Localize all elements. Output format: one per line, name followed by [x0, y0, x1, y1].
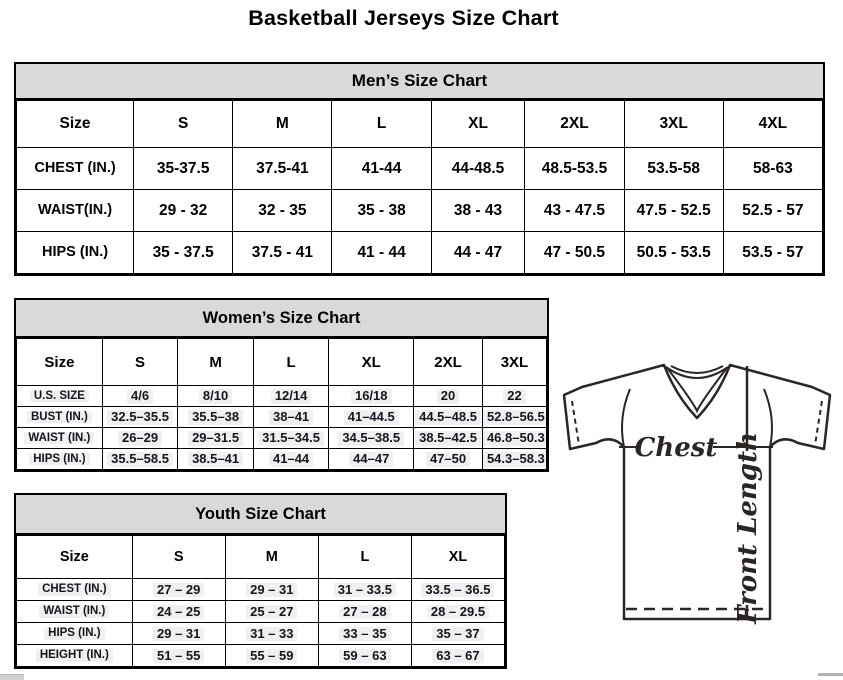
column-header: 3XL [624, 101, 723, 148]
column-header: M [225, 536, 318, 579]
size-value-cell: 44 - 47 [431, 232, 525, 274]
row-label: CHEST (IN.) [17, 579, 133, 601]
size-value-cell: 29 - 32 [134, 190, 233, 232]
size-value-cell: 51 – 55 [132, 645, 225, 667]
size-table [16, 535, 505, 667]
size-value-cell: 35-37.5 [134, 148, 233, 190]
chest-label: Chest [634, 433, 718, 463]
column-header: M [178, 339, 254, 386]
size-value-cell: 53.5-58 [624, 148, 723, 190]
size-value-cell: 38.5–42.5 [414, 428, 483, 449]
table-row [17, 645, 505, 667]
size-value-cell: 58-63 [723, 148, 822, 190]
row-label: HIPS (IN.) [17, 449, 103, 470]
size-value-cell: 20 [414, 386, 483, 407]
size-value-cell: 44-48.5 [431, 148, 525, 190]
size-value-cell: 16/18 [329, 386, 414, 407]
table-row [17, 232, 823, 274]
size-value-cell: 54.3–58.3 [482, 449, 546, 470]
row-label: CHEST (IN.) [17, 148, 134, 190]
table-row [17, 623, 505, 645]
column-header: S [132, 536, 225, 579]
size-value-cell: 33 – 35 [318, 623, 411, 645]
column-header: XL [431, 101, 525, 148]
row-label: HIPS (IN.) [17, 232, 134, 274]
size-value-cell: 37.5 - 41 [233, 232, 332, 274]
size-value-cell: 34.5–38.5 [329, 428, 414, 449]
size-value-cell: 24 – 25 [132, 601, 225, 623]
size-value-cell: 46.8–50.3 [482, 428, 546, 449]
scrollbar-fragment-left[interactable] [0, 674, 24, 680]
size-value-cell: 44–47 [329, 449, 414, 470]
row-label: U.S. SIZE [17, 386, 103, 407]
size-value-cell: 48.5-53.5 [525, 148, 624, 190]
size-value-cell: 52.5 - 57 [723, 190, 822, 232]
size-value-cell: 35.5–58.5 [102, 449, 178, 470]
column-header-size: Size [17, 339, 103, 386]
scrollbar-fragment-right[interactable] [818, 673, 843, 676]
row-label: WAIST (IN.) [17, 601, 133, 623]
column-header: XL [411, 536, 504, 579]
size-value-cell: 32 - 35 [233, 190, 332, 232]
row-label: HIPS (IN.) [17, 623, 133, 645]
size-value-cell: 47 - 50.5 [525, 232, 624, 274]
table-title: Youth Size Chart [16, 495, 505, 535]
size-value-cell: 28 – 29.5 [411, 601, 504, 623]
header-row [17, 101, 823, 148]
size-value-cell: 31.5–34.5 [253, 428, 329, 449]
page-title: Basketball Jerseys Size Chart [248, 6, 559, 30]
size-value-cell: 35 – 37 [411, 623, 504, 645]
size-value-cell: 27 – 28 [318, 601, 411, 623]
youth-size-chart-table [14, 493, 507, 669]
size-table [16, 338, 547, 470]
column-header: S [102, 339, 178, 386]
column-header-size: Size [17, 536, 133, 579]
size-value-cell: 38.5–41 [178, 449, 254, 470]
size-table [16, 100, 823, 274]
table-row [17, 386, 547, 407]
size-value-cell: 26–29 [102, 428, 178, 449]
table-row [17, 190, 823, 232]
table-title: Women’s Size Chart [16, 300, 547, 338]
size-value-cell: 47–50 [414, 449, 483, 470]
size-value-cell: 41–44 [253, 449, 329, 470]
womens-size-chart-table [14, 298, 549, 472]
column-header: 4XL [723, 101, 822, 148]
column-header: 2XL [525, 101, 624, 148]
size-value-cell: 55 – 59 [225, 645, 318, 667]
size-value-cell: 25 – 27 [225, 601, 318, 623]
size-value-cell: 12/14 [253, 386, 329, 407]
table-row [17, 148, 823, 190]
size-value-cell: 31 – 33.5 [318, 579, 411, 601]
column-header: XL [329, 339, 414, 386]
size-value-cell: 4/6 [102, 386, 178, 407]
size-value-cell: 32.5–35.5 [102, 407, 178, 428]
size-value-cell: 29 – 31 [225, 579, 318, 601]
table-row [17, 601, 505, 623]
row-label: HEIGHT (IN.) [17, 645, 133, 667]
size-value-cell: 53.5 - 57 [723, 232, 822, 274]
column-header: 3XL [482, 339, 546, 386]
table-row [17, 449, 547, 470]
size-value-cell: 29–31.5 [178, 428, 254, 449]
table-title: Men’s Size Chart [16, 64, 823, 100]
table-row [17, 579, 505, 601]
size-value-cell: 35.5–38 [178, 407, 254, 428]
size-value-cell: 22 [482, 386, 546, 407]
row-label: BUST (IN.) [17, 407, 103, 428]
size-value-cell: 35 - 38 [332, 190, 431, 232]
size-value-cell: 41–44.5 [329, 407, 414, 428]
size-value-cell: 8/10 [178, 386, 254, 407]
column-header: 2XL [414, 339, 483, 386]
table-row [17, 407, 547, 428]
jersey-outline [564, 365, 830, 619]
size-value-cell: 38–41 [253, 407, 329, 428]
size-value-cell: 50.5 - 53.5 [624, 232, 723, 274]
size-value-cell: 52.8–56.5 [482, 407, 546, 428]
column-header: L [332, 101, 431, 148]
size-value-cell: 33.5 – 36.5 [411, 579, 504, 601]
row-label: WAIST (IN.) [17, 428, 103, 449]
size-value-cell: 44.5–48.5 [414, 407, 483, 428]
size-value-cell: 43 - 47.5 [525, 190, 624, 232]
size-value-cell: 47.5 - 52.5 [624, 190, 723, 232]
column-header-size: Size [17, 101, 134, 148]
row-label: WAIST(IN.) [17, 190, 134, 232]
size-value-cell: 59 – 63 [318, 645, 411, 667]
size-value-cell: 27 – 29 [132, 579, 225, 601]
size-value-cell: 31 – 33 [225, 623, 318, 645]
size-value-cell: 38 - 43 [431, 190, 525, 232]
table-row [17, 428, 547, 449]
column-header: L [253, 339, 329, 386]
header-row [17, 536, 505, 579]
mens-size-chart-table [14, 62, 825, 276]
size-value-cell: 35 - 37.5 [134, 232, 233, 274]
front-length-label: Front Length [733, 432, 763, 624]
column-header: M [233, 101, 332, 148]
column-header: L [318, 536, 411, 579]
size-value-cell: 37.5-41 [233, 148, 332, 190]
jersey-measurement-diagram [560, 356, 838, 628]
size-value-cell: 63 – 67 [411, 645, 504, 667]
size-value-cell: 41 - 44 [332, 232, 431, 274]
size-value-cell: 29 – 31 [132, 623, 225, 645]
collar-back-curve-inner [671, 366, 723, 373]
size-value-cell: 41-44 [332, 148, 431, 190]
header-row [17, 339, 547, 386]
column-header: S [134, 101, 233, 148]
